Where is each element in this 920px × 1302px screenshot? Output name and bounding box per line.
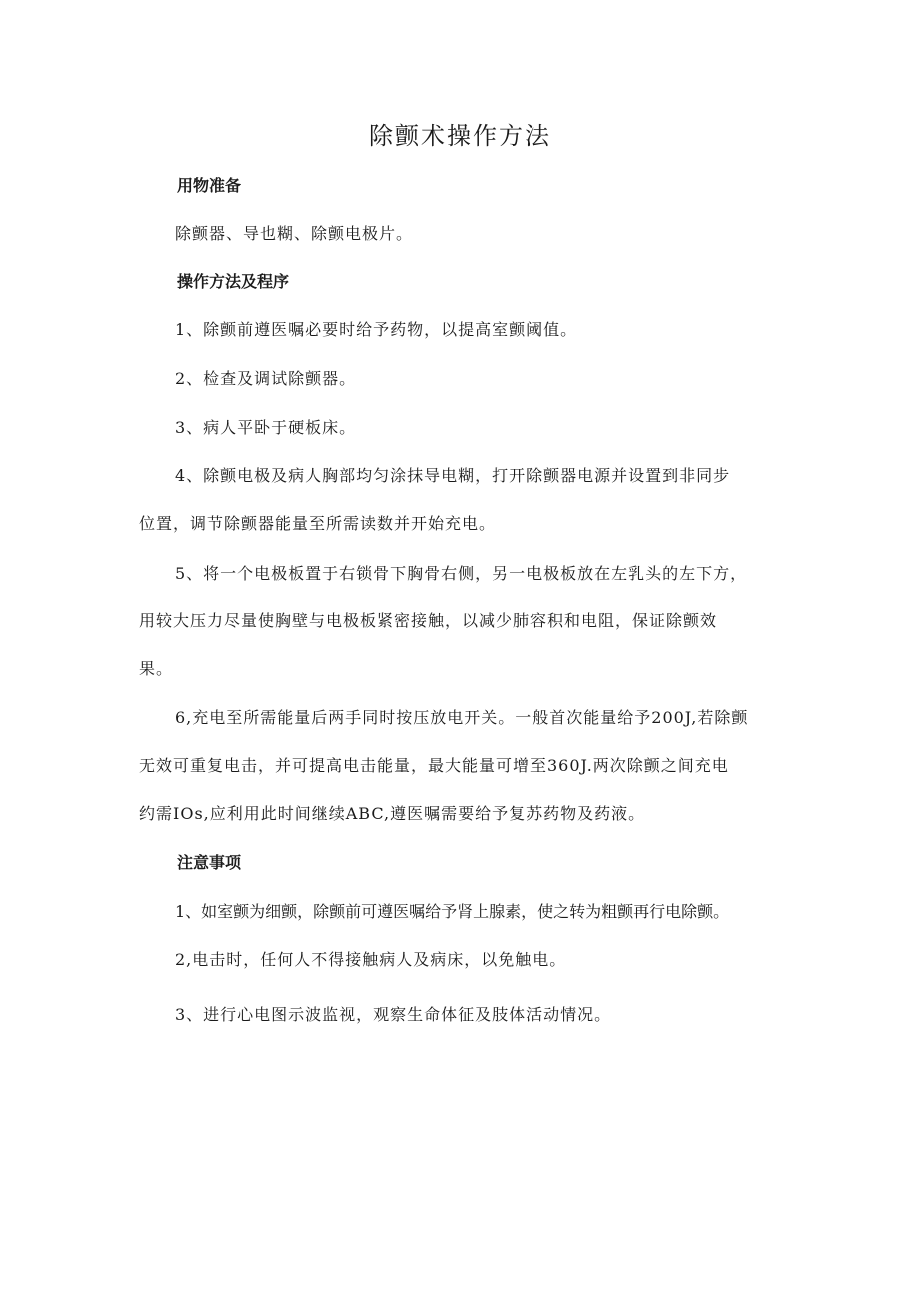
paragraph-line: 2,电击时，任何人不得接触病人及病床，以免触电。 [175, 950, 567, 969]
section-heading-supplies: 用物准备 [177, 176, 242, 195]
paragraph-line: 1、如室颤为细颤，除颤前可遵医嘱给予肾上腺素，使之转为粗颤再行电除颤。 [175, 902, 730, 921]
paragraph-line: 6,充电至所需能量后两手同时按压放电开关。一般首次能量给予200J,若除颤 [175, 708, 749, 727]
paragraph-line: 4、除颤电极及病人胸部均匀涂抹导电糊，打开除颤器电源并设置到非同步 [175, 466, 731, 485]
paragraph-line: 3、进行心电图示波监视，观察生命体征及肢体活动情况。 [175, 1005, 612, 1024]
paragraph-line: 5、将一个电极板置于右锁骨下胸骨右侧，另一电极板放在左乳头的左下方， [175, 564, 748, 583]
paragraph-line: 3、病人平卧于硬板床。 [175, 418, 357, 437]
page-title: 除颤术操作方法 [369, 122, 551, 150]
paragraph-line: 用较大压力尽量使胸壁与电极板紧密接触，以减少肺容积和电阻，保证除颤效 [139, 611, 718, 630]
paragraph-line: 2、检查及调试除颤器。 [175, 369, 357, 388]
paragraph-line: 约需IOs,应利用此时间继续ABC,遵医嘱需要给予复苏药物及药液。 [139, 804, 646, 823]
section-heading-procedure: 操作方法及程序 [177, 272, 290, 291]
paragraph-line: 位置，调节除颤器能量至所需读数并开始充电。 [139, 514, 497, 533]
paragraph-line: 1、除颤前遵医嘱必要时给予药物，以提高室颤阈值。 [175, 320, 578, 339]
paragraph-line: 除颤器、导也糊、除颤电极片。 [175, 224, 414, 243]
paragraph-line: 果。 [139, 659, 174, 678]
paragraph-line: 无效可重复电击，并可提高电击能量，最大能量可增至360J.两次除颤之间充电 [139, 756, 729, 775]
section-heading-notes: 注意事项 [177, 853, 242, 872]
